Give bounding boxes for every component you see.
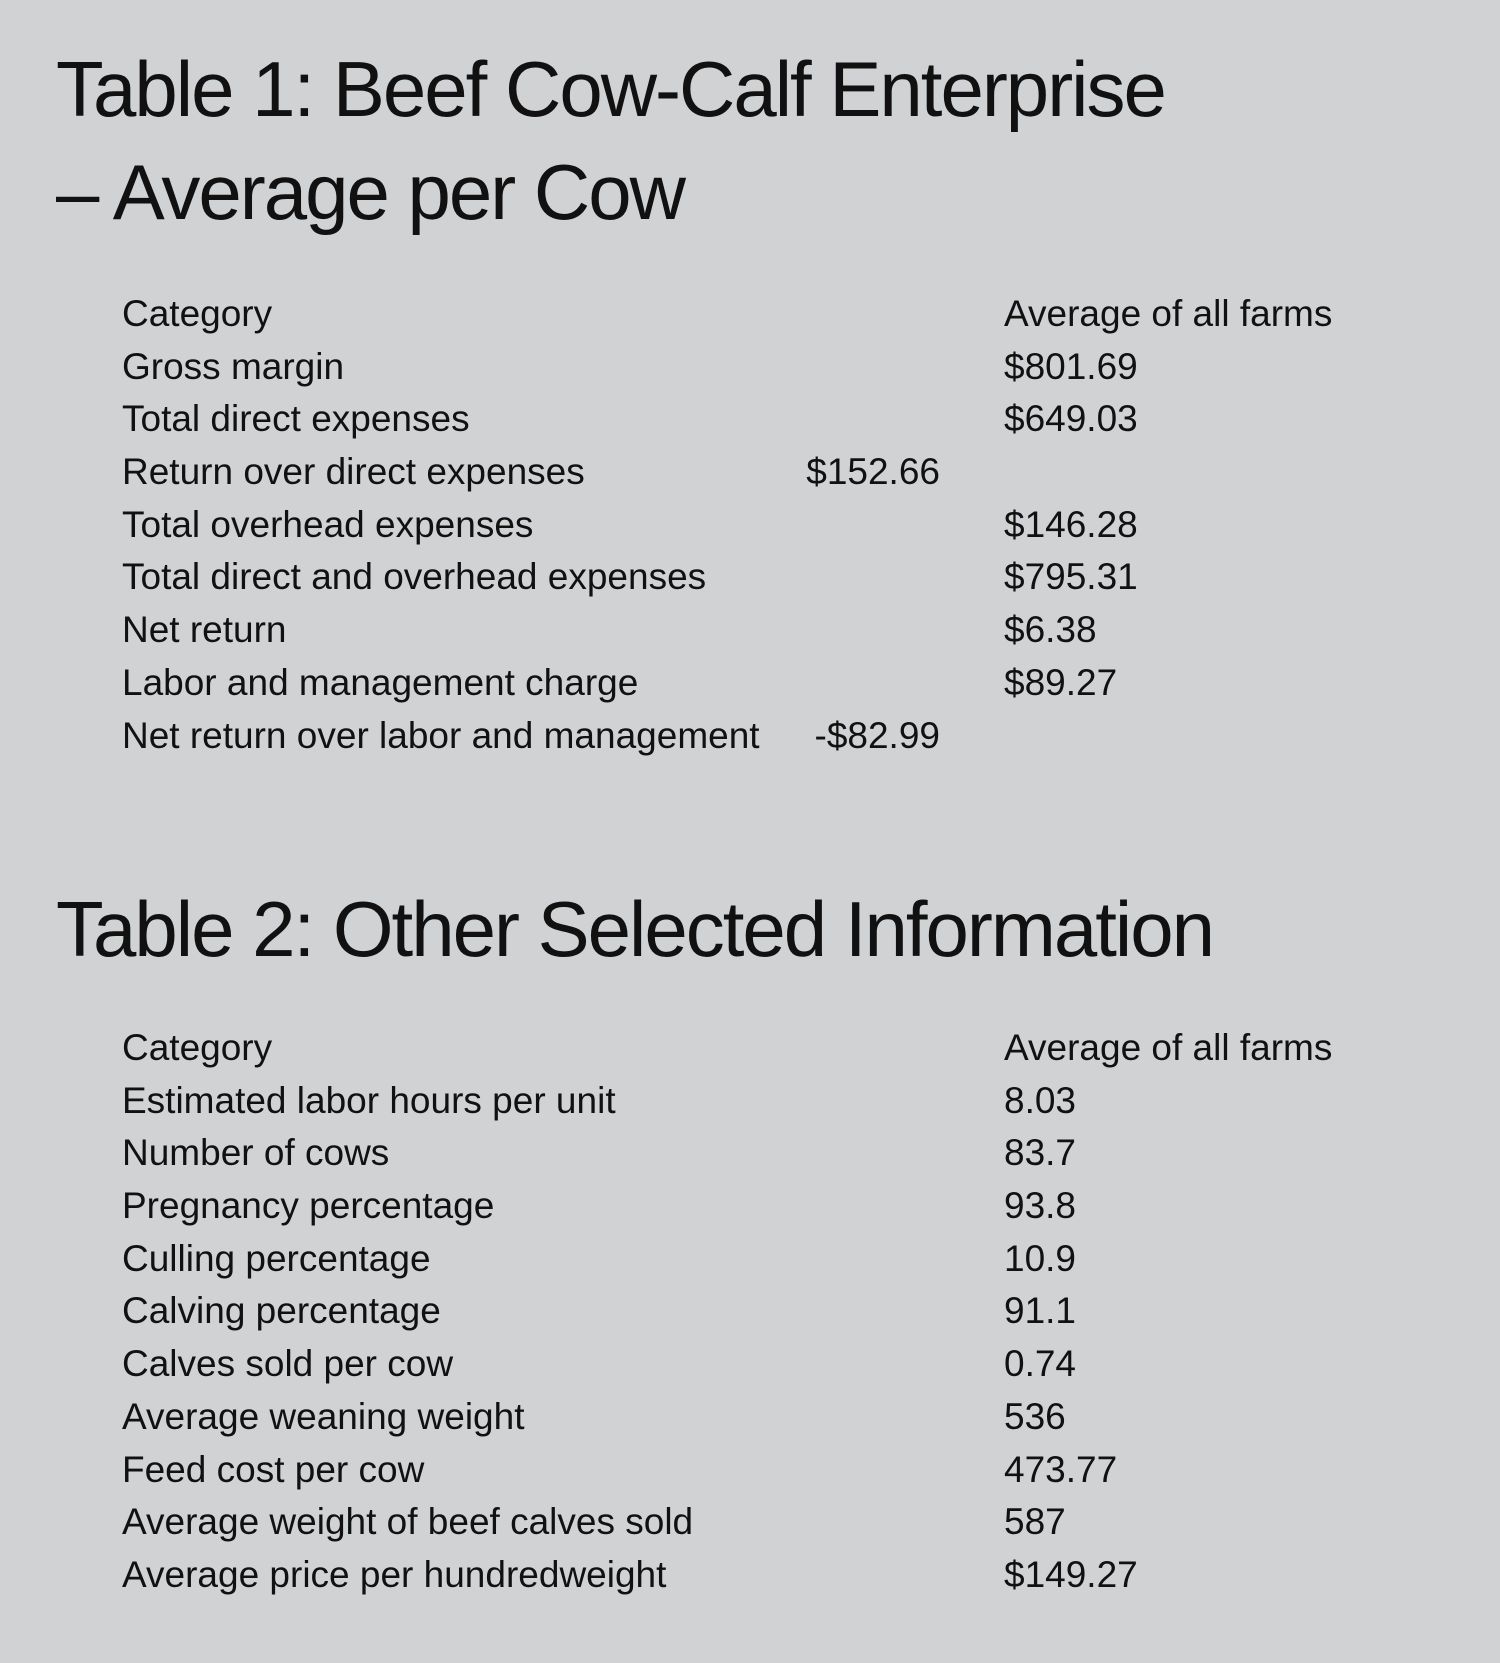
row-label: Labor and management charge bbox=[122, 661, 639, 703]
table1-header-row bbox=[122, 288, 1382, 341]
table-row bbox=[122, 1233, 1382, 1286]
row-label: Net return over labor and management bbox=[122, 714, 760, 756]
table2-title: Table 2: Other Selected Information bbox=[56, 885, 1214, 973]
table1-header-value: Average of all farms bbox=[1004, 293, 1333, 334]
table1-title bbox=[56, 38, 1165, 244]
table-row bbox=[122, 446, 1382, 499]
row-label: Average price per hundredweight bbox=[122, 1553, 667, 1595]
row-value: $6.38 bbox=[1004, 609, 1097, 651]
row-value: 93.8 bbox=[1004, 1185, 1077, 1227]
table-row bbox=[122, 604, 1382, 657]
table-row bbox=[122, 1180, 1382, 1233]
table-row bbox=[122, 1444, 1382, 1497]
row-label: Total direct and overhead expenses bbox=[122, 556, 707, 598]
row-label: Culling percentage bbox=[122, 1237, 431, 1279]
row-value: 91.1 bbox=[1004, 1290, 1077, 1332]
row-value: $649.03 bbox=[1004, 398, 1138, 440]
table-row bbox=[122, 1075, 1382, 1128]
table-row bbox=[122, 341, 1382, 394]
row-label: Feed cost per cow bbox=[122, 1448, 425, 1490]
table-row bbox=[122, 551, 1382, 604]
row-value: 8.03 bbox=[1004, 1079, 1077, 1121]
row-label: Net return bbox=[122, 609, 287, 651]
row-label: Return over direct expenses bbox=[122, 451, 585, 493]
row-label: Pregnancy percentage bbox=[122, 1185, 495, 1227]
table-row bbox=[122, 499, 1382, 552]
table2-header-row bbox=[122, 1022, 1382, 1075]
table-row bbox=[122, 1285, 1382, 1338]
row-value: $149.27 bbox=[1004, 1553, 1138, 1595]
row-label: Number of cows bbox=[122, 1132, 390, 1174]
row-value: $146.28 bbox=[1004, 503, 1138, 545]
row-label: Average weaning weight bbox=[122, 1395, 525, 1437]
row-label: Total direct expenses bbox=[122, 398, 470, 440]
table-row bbox=[122, 1496, 1382, 1549]
row-value: 83.7 bbox=[1004, 1132, 1077, 1174]
table-row bbox=[122, 393, 1382, 446]
table2-header-value: Average of all farms bbox=[1004, 1027, 1333, 1068]
row-value: 536 bbox=[1004, 1395, 1066, 1437]
row-value: $152.66 bbox=[806, 451, 940, 493]
table-row bbox=[122, 657, 1382, 710]
table2 bbox=[122, 1022, 1382, 1602]
table-row bbox=[122, 710, 1382, 763]
table1-header-category: Category bbox=[122, 293, 273, 334]
table1-title-line1: Table 1: Beef Cow-Calf Enterprise bbox=[56, 45, 1165, 133]
table-row bbox=[122, 1391, 1382, 1444]
table-row bbox=[122, 1338, 1382, 1391]
table-row bbox=[122, 1549, 1382, 1602]
row-value: -$82.99 bbox=[814, 714, 940, 756]
row-value: 10.9 bbox=[1004, 1237, 1077, 1279]
table1 bbox=[122, 288, 1382, 762]
table2-header-category: Category bbox=[122, 1027, 273, 1068]
row-value: 587 bbox=[1004, 1501, 1066, 1543]
table1-title-line2: – Average per Cow bbox=[56, 148, 684, 236]
table-row bbox=[122, 1127, 1382, 1180]
row-label: Total overhead expenses bbox=[122, 503, 534, 545]
row-label: Calves sold per cow bbox=[122, 1343, 454, 1385]
row-value: $89.27 bbox=[1004, 661, 1118, 703]
row-value: $795.31 bbox=[1004, 556, 1138, 598]
row-value: 473.77 bbox=[1004, 1448, 1118, 1490]
row-value: $801.69 bbox=[1004, 345, 1138, 387]
row-value: 0.74 bbox=[1004, 1343, 1077, 1385]
row-label: Gross margin bbox=[122, 345, 345, 387]
row-label: Average weight of beef calves sold bbox=[122, 1501, 694, 1543]
row-label: Calving percentage bbox=[122, 1290, 441, 1332]
row-label: Estimated labor hours per unit bbox=[122, 1079, 616, 1121]
